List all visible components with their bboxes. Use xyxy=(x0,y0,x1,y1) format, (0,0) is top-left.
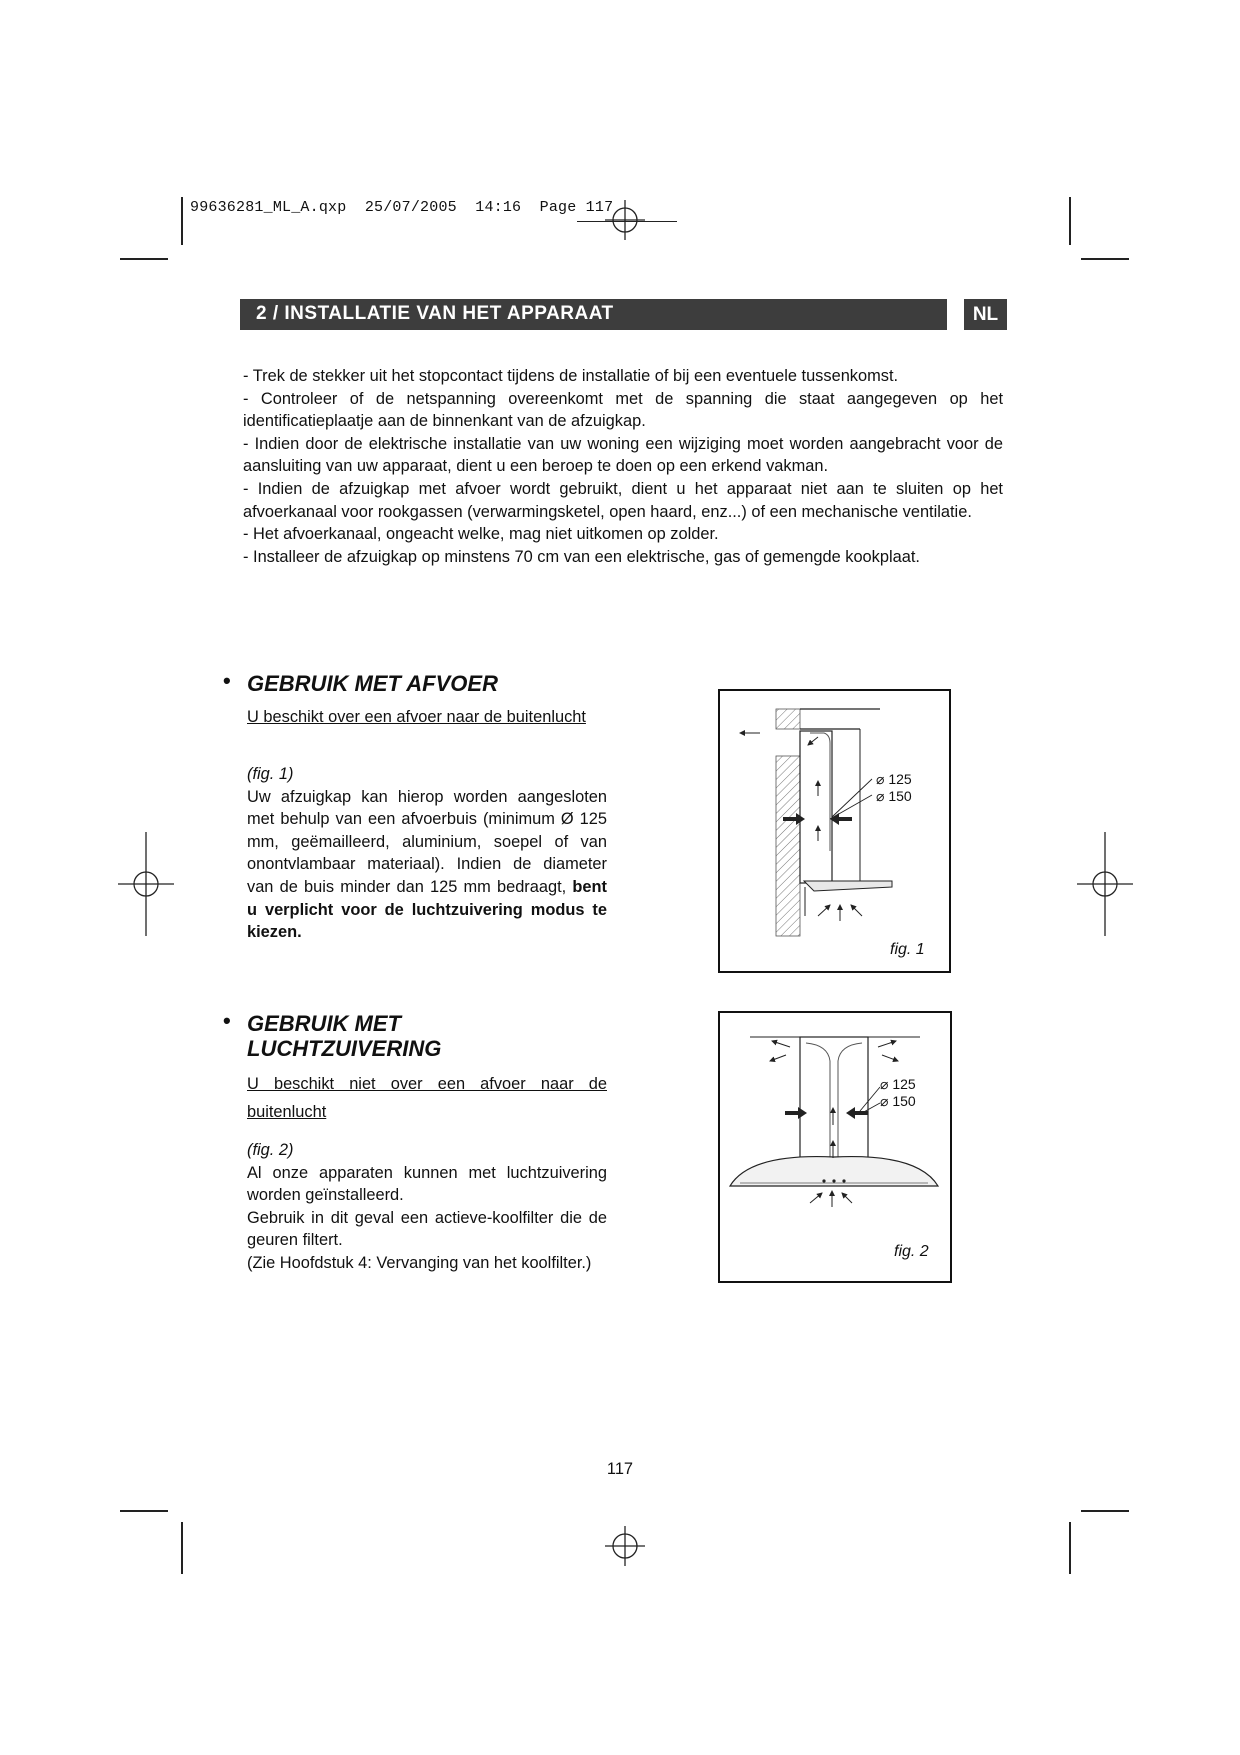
section-subtitle: U beschikt over een afvoer naar de buitenlucht xyxy=(247,708,586,726)
crop-mark xyxy=(120,258,168,260)
instruction-item: - Indien de afzuigkap met afvoer wordt gebruikt, dient u het apparaat niet aan te sluiten op het afvoerkanaal voor rookgassen (verwarmingsketel, open haard, enz...) of een mechanische ventilatie. xyxy=(243,479,1003,521)
section-heading: GEBRUIK MET AFVOER xyxy=(247,671,498,696)
bullet-icon: • xyxy=(223,1008,231,1033)
crop-mark xyxy=(1081,1510,1129,1512)
body-text: (Zie Hoofdstuk 4: Vervanging van het koolfilter.) xyxy=(247,1253,592,1272)
registration-mark-icon xyxy=(118,832,174,936)
instruction-item: - Indien door de elektrische installatie van uw woning een wijziging moet worden aangebracht voor de aansluiting van uw apparaat, dient u een beroep te doen op een erkend vakman. xyxy=(243,434,1003,476)
body-text: Gebruik in dit geval een actieve-koolfilter die de geuren filtert. xyxy=(247,1208,607,1250)
crop-mark xyxy=(1069,197,1071,245)
crop-mark xyxy=(1069,1522,1071,1574)
instruction-item: - Installeer de afzuigkap op minstens 70 cm van een elektrische, gas of gemengde kookplaat. xyxy=(243,547,920,566)
crop-mark xyxy=(120,1510,168,1512)
instruction-item: - Het afvoerkanaal, ongeacht welke, mag niet uitkomen op zolder. xyxy=(243,525,719,544)
body-text-bold: bent u verplicht voor de luchtzuivering modus te kiezen. xyxy=(247,877,607,942)
instruction-item: - Trek de stekker uit het stopcontact tijdens de installatie of bij een eventuele tussenkomst. xyxy=(243,367,899,385)
section-body xyxy=(247,763,607,944)
section-subtitle: U beschikt niet over een afvoer naar de buitenlucht xyxy=(247,1075,607,1121)
section-header-title: 2 / INSTALLATIE VAN HET APPARAAT xyxy=(256,303,614,324)
figure-2 xyxy=(718,1011,952,1283)
file-slug: 99636281_ML_A.qxp 25/07/2005 14:16 Page 117 xyxy=(190,199,614,216)
figure-1 xyxy=(718,689,951,973)
bullet-icon: • xyxy=(223,668,231,693)
crop-mark xyxy=(181,197,183,245)
registration-mark-icon xyxy=(605,1526,645,1566)
intro-instructions xyxy=(243,365,1003,568)
diameter-label: ⌀ 125 xyxy=(880,1076,916,1092)
figure-label: fig. 1 xyxy=(890,941,925,958)
page-number: 117 xyxy=(606,1460,634,1478)
crop-mark xyxy=(181,1522,183,1574)
recirculation-hood-diagram xyxy=(720,1013,950,1281)
ducted-hood-diagram xyxy=(720,691,949,971)
diameter-label: ⌀ 125 xyxy=(876,771,912,787)
body-text: Al onze apparaten kunnen met luchtzuivering worden geïnstalleerd. xyxy=(247,1163,607,1205)
body-text xyxy=(247,786,607,944)
diameter-label: ⌀ 150 xyxy=(880,1093,916,1109)
section-header-bar xyxy=(240,299,947,330)
figure-label: fig. 2 xyxy=(894,1243,929,1260)
diameter-label: ⌀ 150 xyxy=(876,788,912,804)
section-body xyxy=(247,1139,607,1275)
crop-mark xyxy=(1081,258,1129,260)
body-text-regular: Uw afzuigkap kan hierop worden aangesloten met behulp van een afvoerbuis (minimum Ø 125 mm, geëmailleerd, aluminium, soepel of van onontvlambaar materiaal). Indien de diameter van de buis minder dan 125 mm bedraagt, xyxy=(247,787,607,896)
language-badge: NL xyxy=(964,299,1007,330)
section-heading: GEBRUIK MET LUCHTZUIVERING xyxy=(247,1011,442,1061)
instruction-item: - Controleer of de netspanning overeenkomt met de spanning die staat aangegeven op het identificatieplaatje aan de binnenkant van de afzuigkap. xyxy=(243,389,1003,431)
figure-reference: (fig. 1) xyxy=(247,765,294,783)
figure-reference: (fig. 2) xyxy=(247,1141,294,1159)
registration-mark-icon xyxy=(1077,832,1133,936)
